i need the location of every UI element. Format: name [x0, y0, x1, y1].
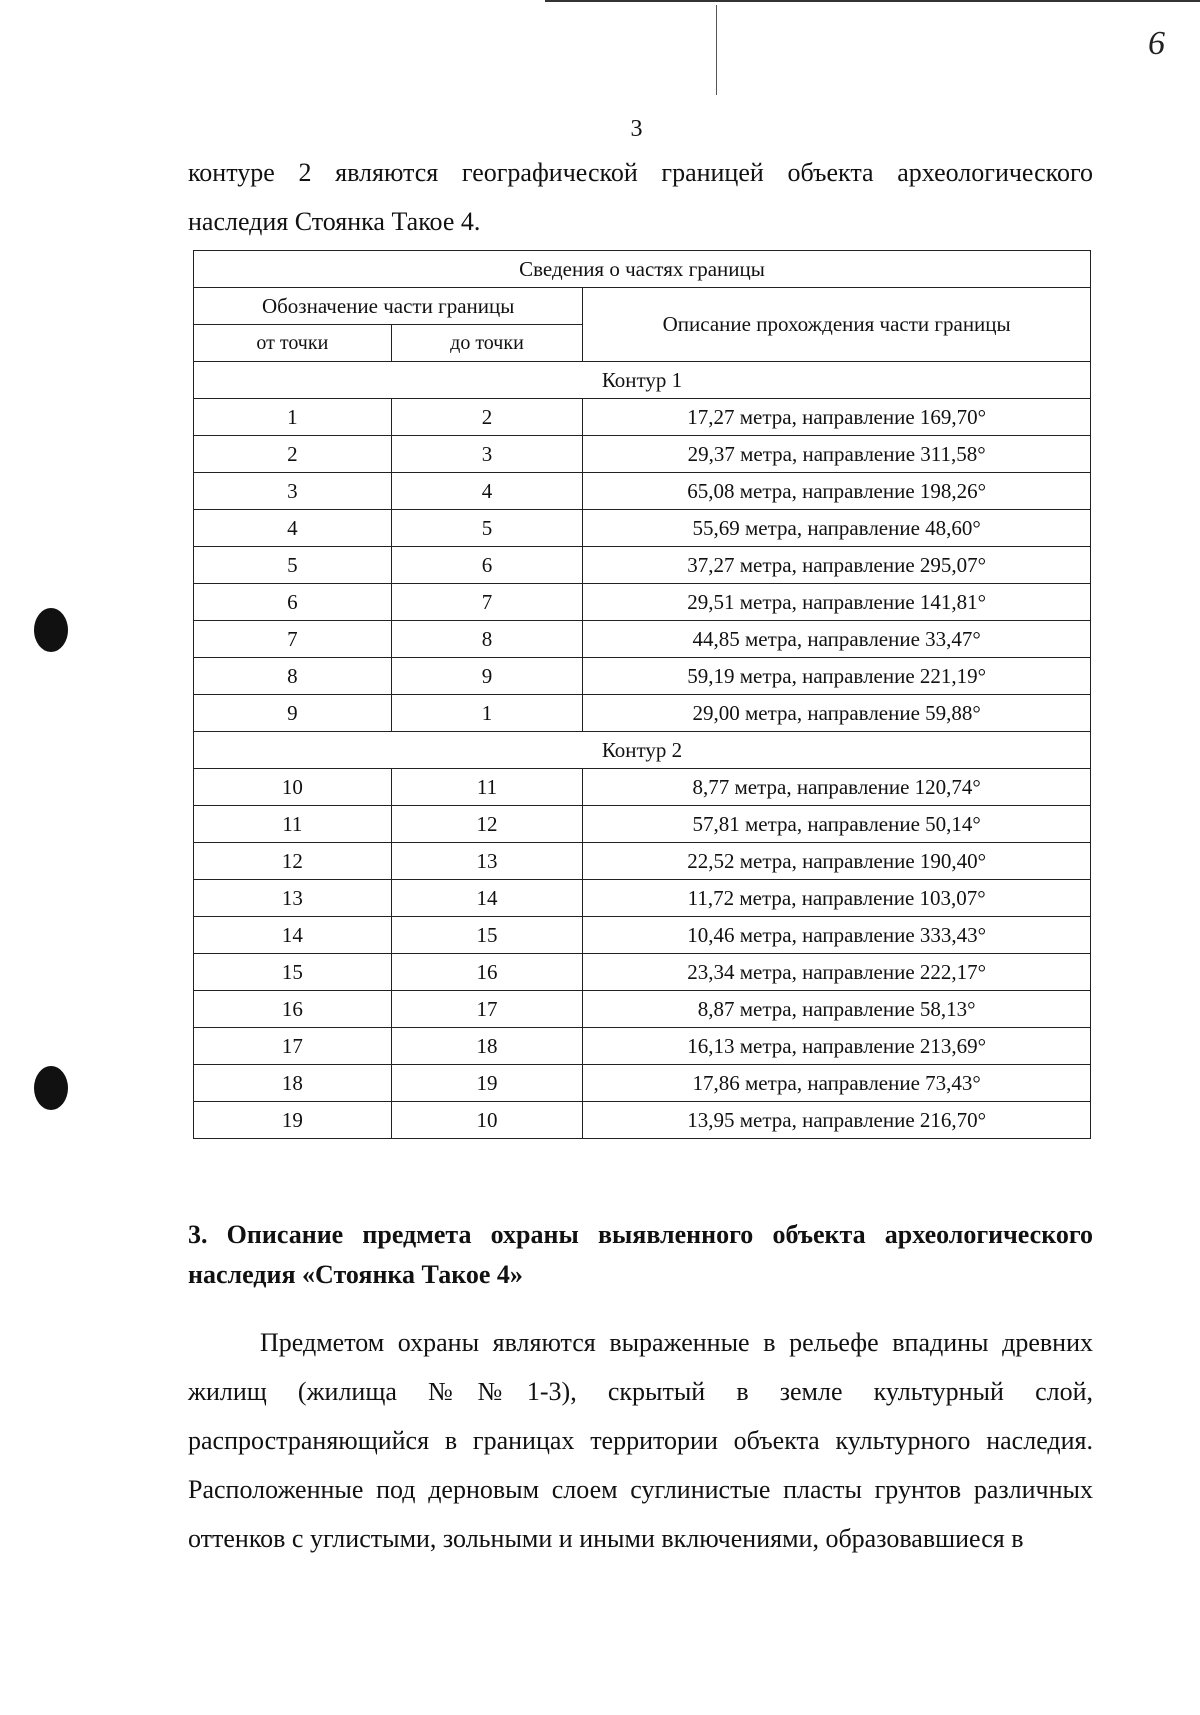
margin-line — [716, 5, 717, 95]
table-row — [194, 695, 1091, 732]
table-row — [194, 473, 1091, 510]
table-row — [194, 547, 1091, 584]
to-point-cell: 18 — [391, 1028, 583, 1065]
description-cell: 17,27 метра, направление 169,70° — [583, 399, 1091, 436]
description-cell: 8,77 метра, направление 120,74° — [583, 769, 1091, 806]
contour-label: Контур 2 — [194, 732, 1091, 769]
page-number: 3 — [630, 116, 643, 142]
from-point-cell: 11 — [194, 806, 392, 843]
punch-hole — [34, 1066, 68, 1110]
designation-header: Обозначение части границы — [194, 288, 583, 325]
from-point-cell: 17 — [194, 1028, 392, 1065]
description-cell: 65,08 метра, направление 198,26° — [583, 473, 1091, 510]
description-cell: 29,51 метра, направление 141,81° — [583, 584, 1091, 621]
to-point-cell: 7 — [391, 584, 583, 621]
description-cell: 23,34 метра, направление 222,17° — [583, 954, 1091, 991]
description-cell: 29,00 метра, направление 59,88° — [583, 695, 1091, 732]
table-row — [194, 1102, 1091, 1139]
from-point-cell: 3 — [194, 473, 392, 510]
table-row — [194, 843, 1091, 880]
description-cell: 10,46 метра, направление 333,43° — [583, 917, 1091, 954]
to-point-cell: 9 — [391, 658, 583, 695]
table-row — [194, 510, 1091, 547]
contour-label: Контур 1 — [194, 362, 1091, 399]
table-row — [194, 880, 1091, 917]
description-cell: 16,13 метра, направление 213,69° — [583, 1028, 1091, 1065]
table-row — [194, 584, 1091, 621]
description-header: Описание прохождения части границы — [583, 288, 1091, 362]
from-point-cell: 1 — [194, 399, 392, 436]
description-cell: 29,37 метра, направление 311,58° — [583, 436, 1091, 473]
to-point-cell: 4 — [391, 473, 583, 510]
to-point-cell: 6 — [391, 547, 583, 584]
to-point-cell: 13 — [391, 843, 583, 880]
to-point-cell: 19 — [391, 1065, 583, 1102]
from-point-cell: 16 — [194, 991, 392, 1028]
to-point-cell: 17 — [391, 991, 583, 1028]
to-point-cell: 12 — [391, 806, 583, 843]
table-row — [194, 1065, 1091, 1102]
table-row — [194, 991, 1091, 1028]
from-point-cell: 18 — [194, 1065, 392, 1102]
from-point-cell: 12 — [194, 843, 392, 880]
top-edge-line — [545, 0, 1200, 2]
to-point-header: до точки — [391, 325, 583, 362]
description-cell: 13,95 метра, направление 216,70° — [583, 1102, 1091, 1139]
boundary-table — [193, 250, 1091, 1139]
intro-line-1: контуре 2 являются географической границей объекта археологического — [188, 158, 1093, 187]
from-point-cell: 2 — [194, 436, 392, 473]
body-paragraph: Предметом охраны являются выраженные в рельефе впадины древних жилищ (жилища №№1-3), скрытый в земле культурный слой, распространяющийся в границах территории объекта культурного наследия. Расположенные под дерновым слоем суглинистые пласты грунтов различных оттенков с углистыми, зольными и иными включениями, образовавшиеся в — [188, 1328, 1093, 1553]
from-point-cell: 15 — [194, 954, 392, 991]
to-point-cell: 15 — [391, 917, 583, 954]
description-cell: 37,27 метра, направление 295,07° — [583, 547, 1091, 584]
description-cell: 57,81 метра, направление 50,14° — [583, 806, 1091, 843]
from-point-cell: 19 — [194, 1102, 392, 1139]
from-point-cell: 10 — [194, 769, 392, 806]
table-row — [194, 954, 1091, 991]
description-cell: 59,19 метра, направление 221,19° — [583, 658, 1091, 695]
description-cell: 17,86 метра, направление 73,43° — [583, 1065, 1091, 1102]
to-point-cell: 10 — [391, 1102, 583, 1139]
table-row — [194, 806, 1091, 843]
handwritten-page-mark: 6 — [1148, 25, 1165, 62]
from-point-header: от точки — [194, 325, 392, 362]
to-point-cell: 8 — [391, 621, 583, 658]
punch-hole — [34, 608, 68, 652]
description-cell: 55,69 метра, направление 48,60° — [583, 510, 1091, 547]
section-heading: 3. Описание предмета охраны выявленного объекта археологического наследия «Стоянка Такое 4» — [188, 1220, 1093, 1289]
table-row — [194, 917, 1091, 954]
to-point-cell: 14 — [391, 880, 583, 917]
table-row — [194, 1028, 1091, 1065]
description-cell: 11,72 метра, направление 103,07° — [583, 880, 1091, 917]
table-row — [194, 436, 1091, 473]
description-cell: 22,52 метра, направление 190,40° — [583, 843, 1091, 880]
from-point-cell: 8 — [194, 658, 392, 695]
to-point-cell: 2 — [391, 399, 583, 436]
from-point-cell: 14 — [194, 917, 392, 954]
table-row — [194, 658, 1091, 695]
from-point-cell: 7 — [194, 621, 392, 658]
from-point-cell: 4 — [194, 510, 392, 547]
from-point-cell: 13 — [194, 880, 392, 917]
table-row — [194, 769, 1091, 806]
to-point-cell: 11 — [391, 769, 583, 806]
from-point-cell: 5 — [194, 547, 392, 584]
table-title: Сведения о частях границы — [194, 251, 1091, 288]
from-point-cell: 9 — [194, 695, 392, 732]
to-point-cell: 5 — [391, 510, 583, 547]
to-point-cell: 1 — [391, 695, 583, 732]
intro-line-2: наследия Стоянка Такое 4. — [188, 207, 481, 236]
description-cell: 8,87 метра, направление 58,13° — [583, 991, 1091, 1028]
to-point-cell: 16 — [391, 954, 583, 991]
intro-paragraph — [188, 148, 1093, 246]
from-point-cell: 6 — [194, 584, 392, 621]
table-row — [194, 621, 1091, 658]
table-row — [194, 399, 1091, 436]
description-cell: 44,85 метра, направление 33,47° — [583, 621, 1091, 658]
to-point-cell: 3 — [391, 436, 583, 473]
